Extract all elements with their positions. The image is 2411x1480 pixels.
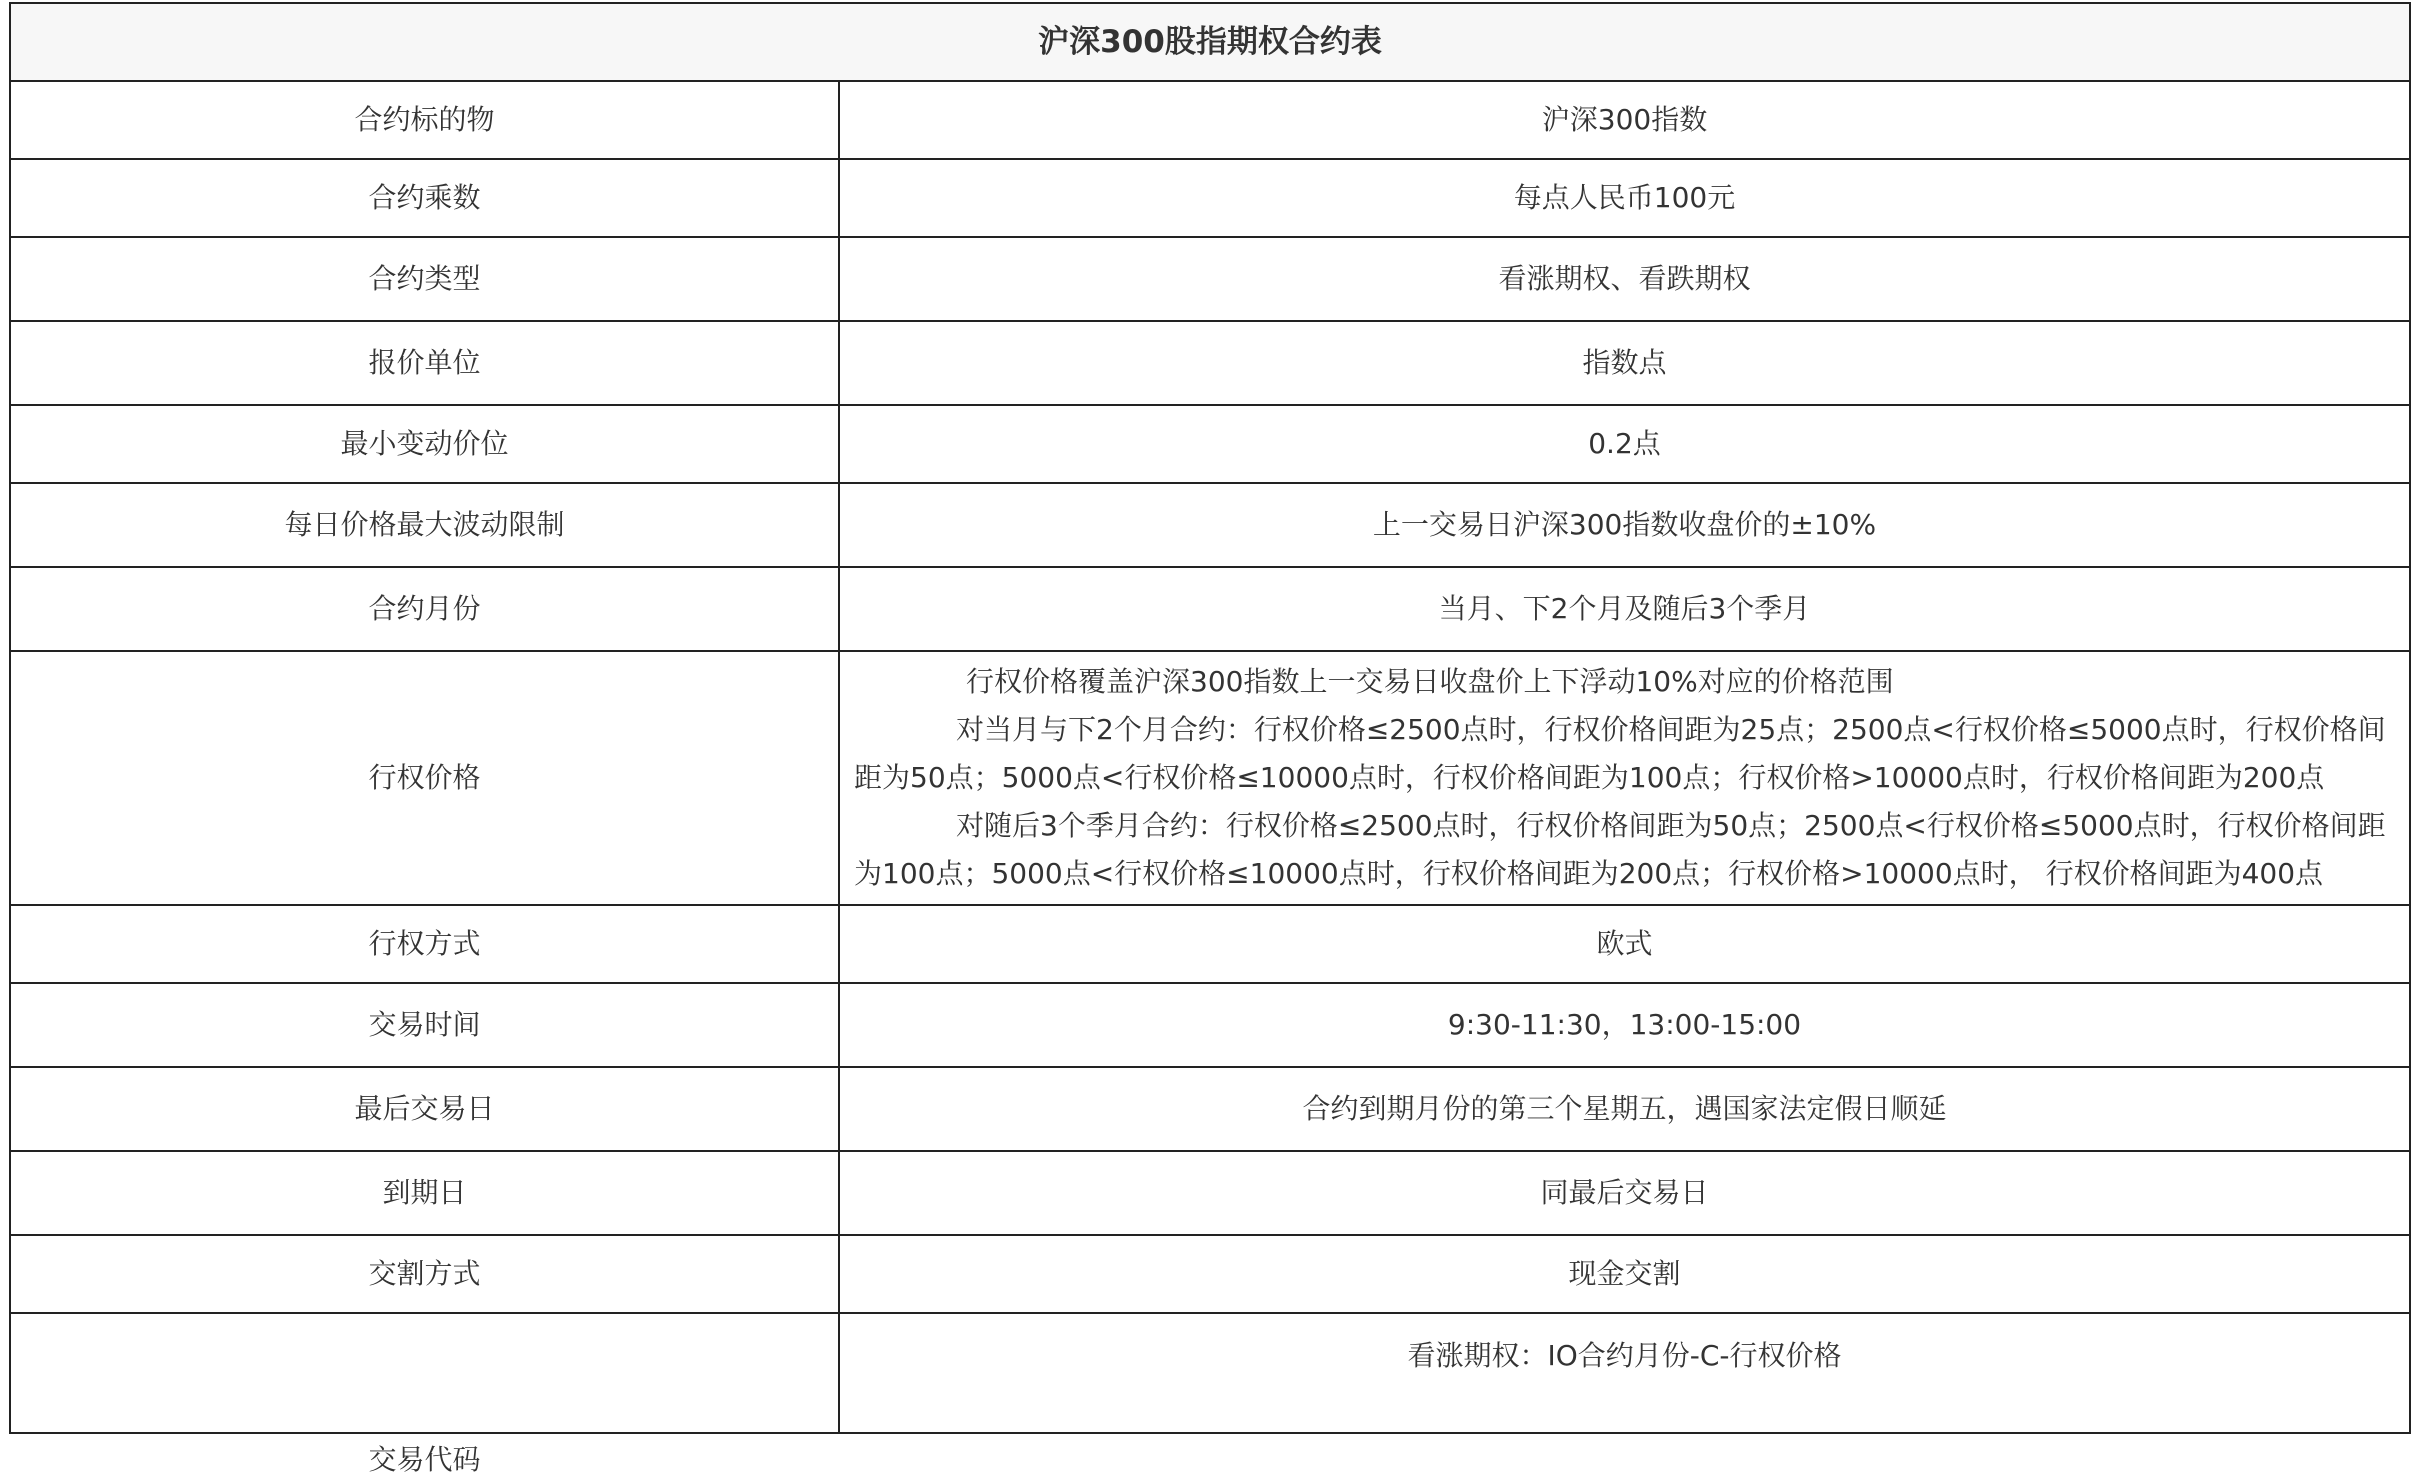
table-header-row — [10, 3, 2410, 81]
row-label — [10, 1313, 839, 1476]
row-value: 指数点 — [839, 321, 2410, 405]
row-value: 现金交割 — [839, 1235, 2410, 1313]
strike-rule-line: 对随后3个季月合约：行权价格≤2500点时，行权价格间距为50点；2500点<行权价格≤5000点时，行权价格间距为100点；5000点<行权价格≤10000点时，行权价格间距为200点；行权价格>10000点时， 行权价格间距为400点 — [854, 809, 2386, 890]
row-value: 沪深300指数 — [839, 81, 2410, 159]
row-value: 合约到期月份的第三个星期五，遇国家法定假日顺延 — [839, 1067, 2410, 1151]
row-label: 到期日 — [10, 1151, 839, 1235]
table-row — [10, 983, 2410, 1067]
row-value: 看涨期权：IO合约月份-C-行权价格 — [839, 1313, 2410, 1433]
row-value: 同最后交易日 — [839, 1151, 2410, 1235]
table-row — [10, 321, 2410, 405]
row-value: 9:30-11:30，13:00-15:00 — [839, 983, 2410, 1067]
table-row — [10, 905, 2410, 983]
strike-price-rules — [839, 651, 2410, 905]
option-contract-table — [9, 2, 2411, 1476]
table-row — [10, 1151, 2410, 1235]
row-value: 上一交易日沪深300指数收盘价的±10% — [839, 483, 2410, 567]
table-row — [10, 483, 2410, 567]
row-label: 最后交易日 — [10, 1067, 839, 1151]
table-row — [10, 1313, 2410, 1433]
row-value: 欧式 — [839, 905, 2410, 983]
row-label: 报价单位 — [10, 321, 839, 405]
table-row — [10, 237, 2410, 321]
strike-rule-line: 对当月与下2个月合约：行权价格≤2500点时，行权价格间距为25点；2500点<行权价格≤5000点时，行权价格间距为50点；5000点<行权价格≤10000点时，行权价格间距为100点；行权价格>10000点时，行权价格间距为200点 — [854, 713, 2386, 794]
table-row — [10, 159, 2410, 237]
row-label: 最小变动价位 — [10, 405, 839, 483]
table-row — [10, 1067, 2410, 1151]
row-label-text: 交易代码 — [368, 1443, 481, 1476]
row-value: 每点人民币100元 — [839, 159, 2410, 237]
row-label: 合约月份 — [10, 567, 839, 651]
row-label: 合约标的物 — [10, 81, 839, 159]
row-label: 交易时间 — [10, 983, 839, 1067]
row-label: 行权价格 — [10, 651, 839, 905]
strike-rule-line: 行权价格覆盖沪深300指数上一交易日收盘价上下浮动10%对应的价格范围 — [966, 665, 1894, 698]
row-value: 当月、下2个月及随后3个季月 — [839, 567, 2410, 651]
table-row — [10, 81, 2410, 159]
row-label: 行权方式 — [10, 905, 839, 983]
table-row — [10, 1235, 2410, 1313]
row-label: 交割方式 — [10, 1235, 839, 1313]
row-label: 合约乘数 — [10, 159, 839, 237]
row-label: 合约类型 — [10, 237, 839, 321]
table-row — [10, 651, 2410, 905]
row-label: 每日价格最大波动限制 — [10, 483, 839, 567]
table-title: 沪深300股指期权合约表 — [10, 3, 2410, 81]
row-value: 0.2点 — [839, 405, 2410, 483]
table-row — [10, 567, 2410, 651]
table-row — [10, 405, 2410, 483]
row-value: 看涨期权、看跌期权 — [839, 237, 2410, 321]
